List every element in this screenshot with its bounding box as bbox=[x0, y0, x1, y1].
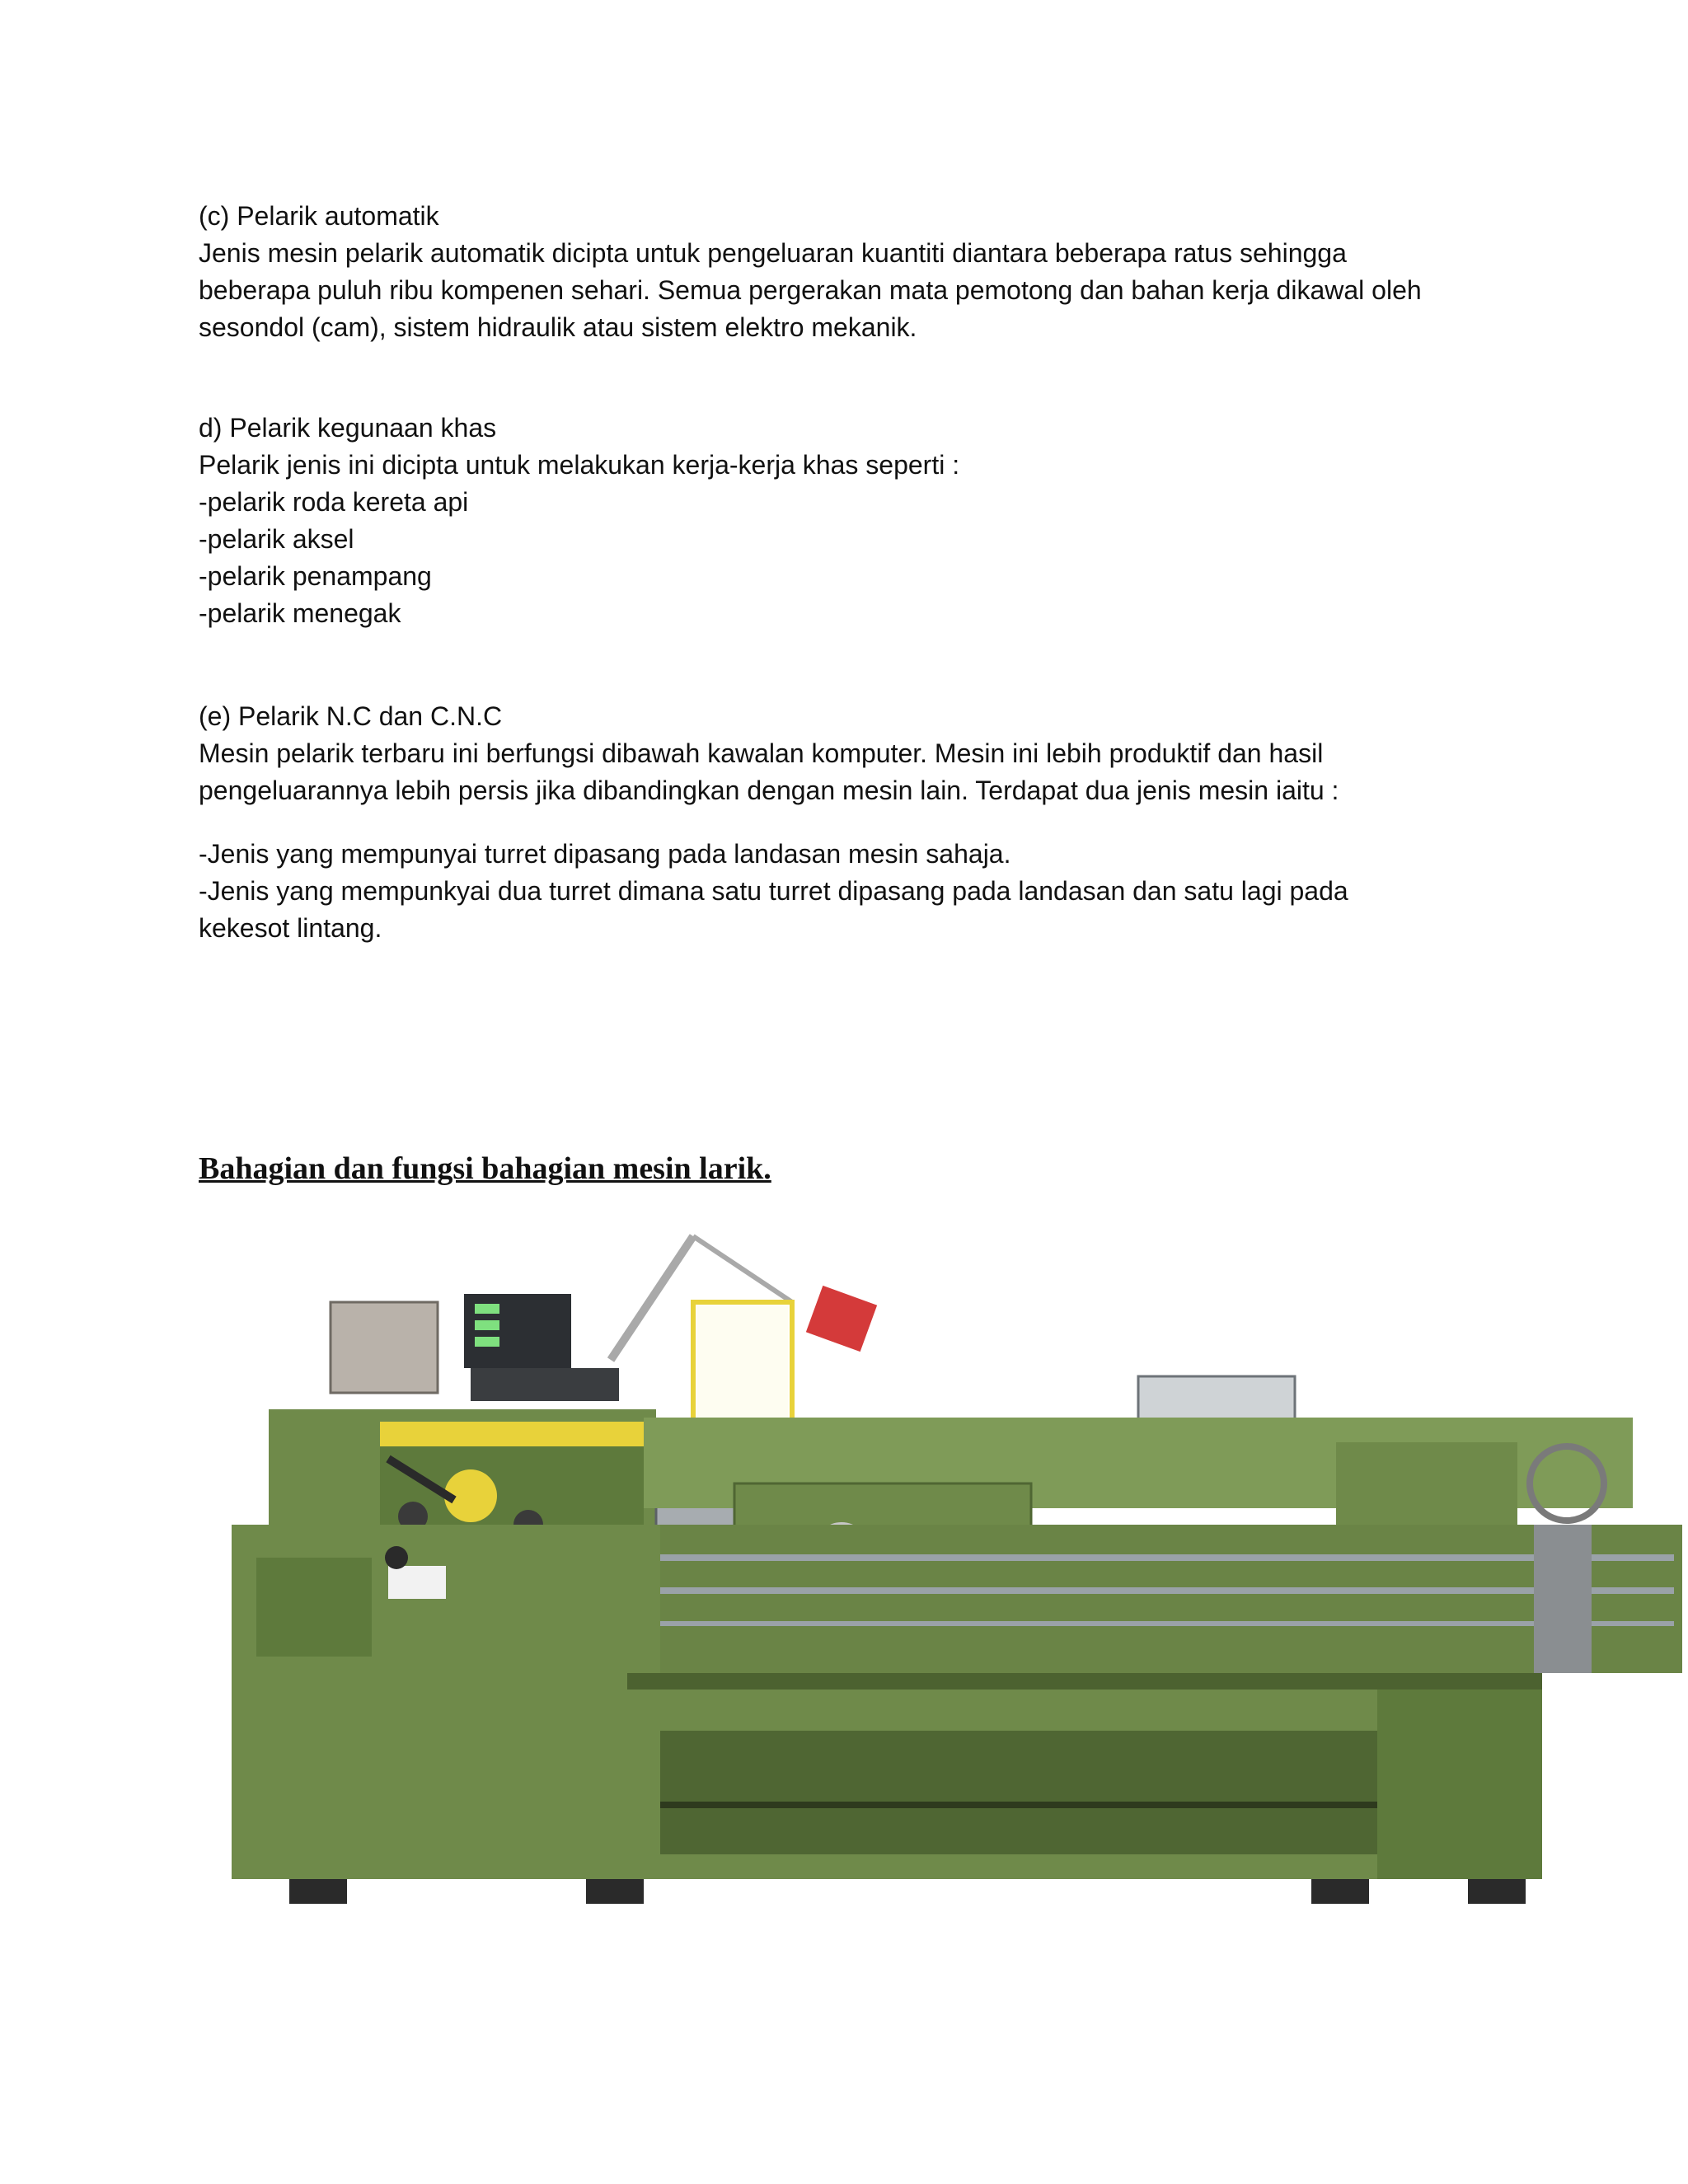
section-heading: Bahagian dan fungsi bahagian mesin larik. bbox=[199, 1151, 771, 1186]
section-d bbox=[199, 410, 1534, 632]
section-e-line: Mesin pelarik terbaru ini berfungsi dibawah kawalan komputer. Mesin ini lebih produktif dan hasil bbox=[199, 738, 1324, 768]
section-e-line: pengeluarannya lebih persis jika dibandingkan dengan mesin lain. Terdapat dua jenis mesin iaitu : bbox=[199, 776, 1339, 805]
section-d-title: d) Pelarik kegunaan khas bbox=[199, 413, 497, 443]
list-item: kekesot lintang. bbox=[199, 913, 382, 943]
list-item: -pelarik aksel bbox=[199, 524, 354, 554]
list-item: -pelarik penampang bbox=[199, 561, 432, 591]
section-d-intro: Pelarik jenis ini dicipta untuk melakukan kerja-kerja khas seperti : bbox=[199, 450, 960, 480]
list-item: -Jenis yang mempunyai turret dipasang pada landasan mesin sahaja. bbox=[199, 839, 1011, 869]
list-item: -pelarik menegak bbox=[199, 598, 401, 628]
lathe-machine-icon bbox=[199, 1212, 1688, 1937]
section-e-title: (e) Pelarik N.C dan C.N.C bbox=[199, 701, 503, 731]
section-c-line: Jenis mesin pelarik automatik dicipta untuk pengeluaran kuantiti diantara beberapa ratus sehingga bbox=[199, 238, 1347, 268]
section-c-title: (c) Pelarik automatik bbox=[199, 201, 439, 231]
section-c-line: sesondol (cam), sistem hidraulik atau sistem elektro mekanik. bbox=[199, 312, 917, 342]
list-item: -Jenis yang mempunkyai dua turret dimana satu turret dipasang pada landasan dan satu lagi pada bbox=[199, 876, 1348, 906]
lathe-machine-figure bbox=[199, 1212, 1688, 1937]
section-e bbox=[199, 698, 1534, 809]
section-c bbox=[199, 198, 1534, 346]
section-c-line: beberapa puluh ribu kompenen sehari. Semua pergerakan mata pemotong dan bahan kerja dikawal oleh bbox=[199, 275, 1422, 305]
section-e-list bbox=[199, 836, 1534, 947]
list-item: -pelarik roda kereta api bbox=[199, 487, 469, 517]
